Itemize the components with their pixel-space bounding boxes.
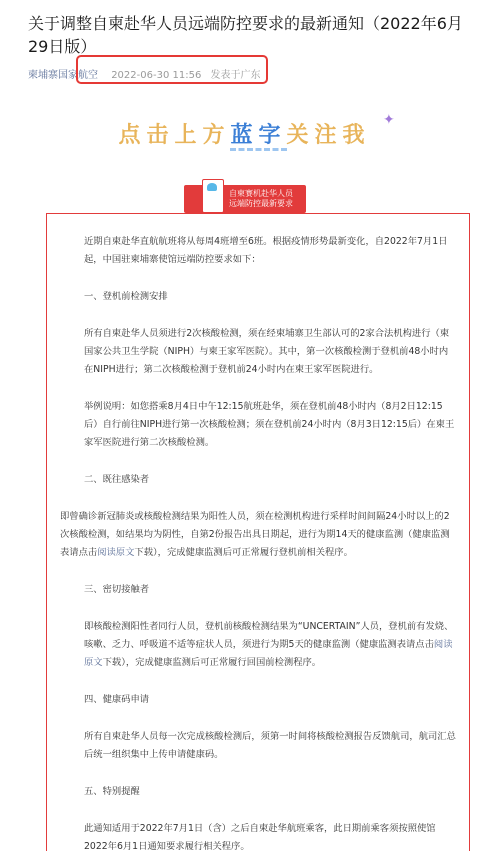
section3-paragraph [60, 618, 456, 672]
section2-paragraph [60, 508, 456, 562]
section-heading-3: 三、密切接触者 [84, 584, 150, 595]
section2-text-b: 下载），完成健康监测后可正常履行登机前相关程序。 [134, 547, 353, 558]
follow-text-part3: 关注我 [286, 123, 371, 148]
section5-paragraph: 此通知适用于2022年7月1日（含）之后自柬赴华航班乘客，此日期前乘客须按照使馆2022年6月1日通知要求履行相关程序。 [84, 823, 436, 852]
sparkle-icon: ✦ [383, 112, 395, 128]
section-heading-1: 一、登机前检测安排 [84, 291, 168, 302]
intro-paragraph: 近期自柬赴华直航航班将从每周4班增至6班。根据疫情形势最新变化，自2022年7月1日起，中国驻柬埔寨使馆远端防控要求如下： [84, 236, 448, 265]
section-heading-4: 四、健康码申请 [84, 694, 150, 705]
section1-paragraph1: 所有自柬赴华人员须进行2次核酸检测，须在经柬埔寨卫生部认可的2家合法机构进行（柬国家公共卫生学院（NIPH）与柬王家军医院）。其中，第一次核酸检测于登机前48小时内在NIPH进行；第二次核酸检测于登机前24小时内在柬王家军医院进行。 [84, 328, 450, 375]
notice-banner [184, 185, 306, 213]
read-original-link-2[interactable]: 阅读原文 [84, 639, 453, 668]
follow-text-part1: 点击上方 [118, 123, 231, 148]
publish-datetime: 2022-06-30 11:56 [111, 70, 202, 81]
banner-line1: 自柬赛机赴华人员 [229, 189, 293, 198]
document-person-icon [202, 179, 224, 213]
article-body [46, 213, 470, 851]
highlight-box [76, 55, 268, 84]
section-heading-2: 二、既往感染者 [84, 474, 150, 485]
section-heading-5: 五、特别提醒 [84, 786, 140, 797]
section2-text-a: 即曾确诊新冠肺炎或核酸检测结果为阳性人员，须在检测机构进行采样时间间隔24小时以上的2次核酸检测，如结果均为阴性，自第2份报告出具日期起，进行为期14天的健康监测（健康监测表请点击 [60, 511, 450, 558]
section4-paragraph: 所有自柬赴华人员每一次完成核酸检测后，须第一时间将核酸检测报告反馈航司，航司汇总后统一组织集中上传申请健康码。 [84, 731, 456, 760]
article-title: 关于调整自柬赴华人员远端防控要求的最新通知（2022年6月29日版） [28, 14, 463, 56]
follow-text-blue: 蓝字 [230, 123, 286, 151]
section3-text-b: 下载），完成健康监测后可正常履行回国前检测程序。 [102, 657, 322, 668]
read-original-link-1[interactable]: 阅读原文 [97, 547, 135, 558]
account-name-link[interactable]: 柬埔寨国家航空 [28, 70, 98, 81]
publish-location: 发表于广东 [210, 70, 261, 81]
follow-prompt [0, 118, 489, 149]
banner-line2: 远端防控最新要求 [229, 199, 293, 208]
section3-text-a: 即核酸检测阳性者同行人员，登机前核酸检测结果为“UNCERTAIN”人员，登机前有发烧、咳嗽、乏力、呼吸道不适等症状人员，须进行为期5天的健康监测（健康监测表请点击 [84, 621, 454, 650]
section1-paragraph2: 举例说明：如您搭乘8月4日中午12:15航班赴华，须在登机前48小时内（8月2日12:15后）自行前往NIPH进行第一次核酸检测；须在登机前24小时内（8月3日12:15后）在柬王家军医院进行第二次核酸检测。 [84, 401, 455, 448]
